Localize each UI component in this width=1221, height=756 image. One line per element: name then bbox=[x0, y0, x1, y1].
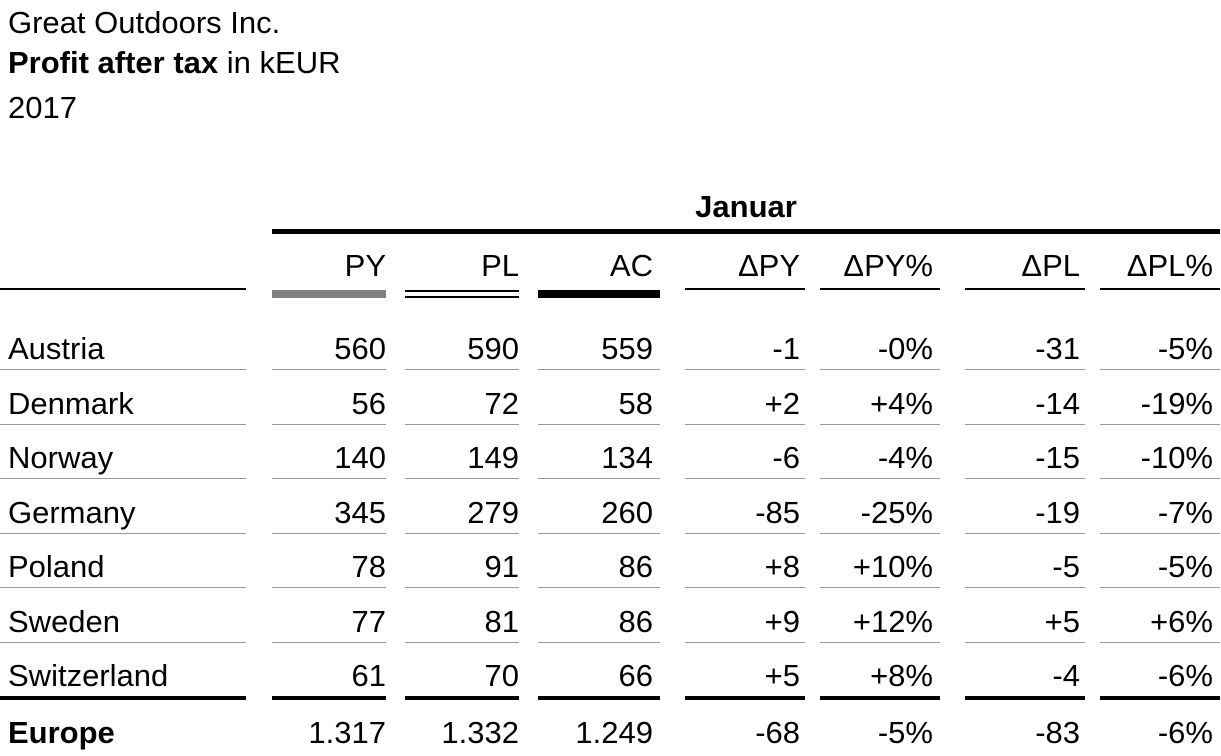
cell-dpy-pct: -4% bbox=[877, 440, 933, 475]
cell-pl: 81 bbox=[484, 603, 519, 639]
period-rule bbox=[272, 229, 1220, 234]
total-rule bbox=[965, 696, 1085, 700]
row-separator bbox=[820, 587, 940, 588]
row-separator bbox=[405, 642, 519, 643]
row-separator bbox=[0, 642, 246, 643]
cell-ac: 134 bbox=[601, 440, 653, 475]
row-separator bbox=[965, 533, 1085, 534]
ac-header-marker bbox=[538, 290, 660, 298]
total-rule bbox=[538, 696, 660, 700]
cell-ac: 260 bbox=[601, 494, 653, 530]
row-separator bbox=[538, 369, 660, 370]
cell-dpy: -1 bbox=[772, 331, 800, 366]
column-header-py: PY bbox=[344, 248, 386, 283]
row-separator bbox=[272, 369, 386, 370]
row-separator bbox=[820, 642, 940, 643]
cell-dpy-pct: -0% bbox=[877, 331, 933, 366]
total-cell-py: 1.317 bbox=[308, 715, 386, 750]
row-separator bbox=[685, 587, 805, 588]
row-separator bbox=[0, 587, 246, 588]
cell-pl: 91 bbox=[484, 549, 519, 584]
cell-dpl-pct: +6% bbox=[1150, 603, 1213, 639]
row-separator bbox=[685, 642, 805, 643]
column-header-dpl: ΔPL bbox=[1021, 248, 1080, 283]
py-header-marker bbox=[272, 290, 386, 298]
cell-dpy: +8 bbox=[764, 549, 800, 584]
measure-title bbox=[8, 45, 341, 81]
row-separator bbox=[685, 424, 805, 425]
row-label: Sweden bbox=[8, 603, 121, 639]
cell-dpy-pct: +8% bbox=[870, 658, 933, 693]
row-label: Austria bbox=[8, 331, 105, 366]
dpy-header-rule bbox=[685, 288, 805, 290]
cell-pl: 149 bbox=[467, 440, 519, 475]
total-rule bbox=[820, 696, 940, 700]
cell-pl: 72 bbox=[484, 385, 519, 421]
row-separator bbox=[405, 369, 519, 370]
cell-dpy: -6 bbox=[772, 440, 800, 475]
cell-dpy-pct: +4% bbox=[870, 385, 933, 421]
cell-dpy: +9 bbox=[764, 603, 800, 639]
row-separator bbox=[538, 587, 660, 588]
row-separator bbox=[1100, 369, 1220, 370]
row-label: Norway bbox=[8, 440, 114, 475]
row-separator bbox=[272, 478, 386, 479]
row-separator bbox=[1100, 642, 1220, 643]
row-label: Denmark bbox=[8, 385, 134, 421]
row-separator bbox=[820, 533, 940, 534]
pl-header-marker bbox=[405, 290, 519, 298]
row-separator bbox=[1100, 587, 1220, 588]
column-header-pl: PL bbox=[481, 248, 519, 283]
cell-dpl: -14 bbox=[1035, 385, 1080, 421]
cell-dpy-pct: +12% bbox=[852, 603, 933, 639]
total-rule bbox=[272, 696, 386, 700]
total-cell-dpy-pct: -5% bbox=[877, 715, 933, 750]
row-label: Switzerland bbox=[8, 658, 169, 693]
cell-dpl-pct: -5% bbox=[1157, 331, 1213, 366]
row-separator bbox=[0, 533, 246, 534]
cell-dpl-pct: -19% bbox=[1140, 385, 1213, 421]
row-separator bbox=[1100, 533, 1220, 534]
total-rule bbox=[1100, 696, 1220, 700]
label-header-rule bbox=[0, 288, 246, 290]
cell-py: 560 bbox=[334, 331, 386, 366]
cell-py: 61 bbox=[351, 658, 386, 693]
total-rule bbox=[405, 696, 519, 700]
dplp-header-rule bbox=[1100, 288, 1220, 290]
cell-dpl-pct: -7% bbox=[1157, 494, 1213, 530]
row-separator bbox=[965, 587, 1085, 588]
period-header: Januar bbox=[695, 189, 797, 224]
row-separator bbox=[272, 642, 386, 643]
total-rule bbox=[685, 696, 805, 700]
year-title: 2017 bbox=[8, 90, 77, 125]
row-separator bbox=[820, 369, 940, 370]
cell-pl: 70 bbox=[484, 658, 519, 693]
cell-dpl: -5 bbox=[1052, 549, 1080, 584]
row-separator bbox=[685, 533, 805, 534]
measure-unit: in kEUR bbox=[226, 45, 341, 80]
cell-ac: 559 bbox=[601, 331, 653, 366]
row-separator bbox=[405, 478, 519, 479]
company-title: Great Outdoors Inc. bbox=[8, 5, 281, 40]
row-separator bbox=[0, 424, 246, 425]
measure-name: Profit after tax bbox=[8, 45, 219, 80]
row-separator bbox=[1100, 478, 1220, 479]
cell-ac: 86 bbox=[618, 549, 653, 584]
row-separator bbox=[1100, 424, 1220, 425]
row-label: Germany bbox=[8, 494, 136, 530]
total-rule bbox=[0, 696, 246, 700]
cell-pl: 590 bbox=[467, 331, 519, 366]
cell-dpl-pct: -6% bbox=[1157, 658, 1213, 693]
row-separator bbox=[820, 478, 940, 479]
row-separator bbox=[538, 478, 660, 479]
row-separator bbox=[965, 478, 1085, 479]
total-cell-dpy: -68 bbox=[755, 715, 800, 750]
cell-ac: 58 bbox=[618, 385, 653, 421]
row-separator bbox=[272, 424, 386, 425]
row-separator bbox=[405, 533, 519, 534]
row-separator bbox=[272, 533, 386, 534]
cell-dpl: -19 bbox=[1035, 494, 1080, 530]
row-separator bbox=[820, 424, 940, 425]
dpyp-header-rule bbox=[820, 288, 940, 290]
row-separator bbox=[965, 642, 1085, 643]
cell-dpy: -85 bbox=[755, 494, 800, 530]
cell-ac: 86 bbox=[618, 603, 653, 639]
total-cell-dpl-pct: -6% bbox=[1157, 715, 1213, 750]
row-separator bbox=[538, 642, 660, 643]
cell-dpy: +5 bbox=[764, 658, 800, 693]
row-separator bbox=[538, 533, 660, 534]
cell-py: 77 bbox=[351, 603, 386, 639]
cell-py: 56 bbox=[351, 385, 386, 421]
total-label: Europe bbox=[8, 715, 115, 750]
row-separator bbox=[405, 587, 519, 588]
cell-py: 140 bbox=[334, 440, 386, 475]
cell-dpl-pct: -5% bbox=[1157, 549, 1213, 584]
row-separator bbox=[965, 424, 1085, 425]
total-cell-dpl: -83 bbox=[1035, 715, 1080, 750]
cell-ac: 66 bbox=[618, 658, 653, 693]
column-header-dpy: ΔPY bbox=[737, 248, 800, 283]
cell-dpl: +5 bbox=[1044, 603, 1080, 639]
row-separator bbox=[538, 424, 660, 425]
row-separator bbox=[272, 587, 386, 588]
total-cell-ac: 1.249 bbox=[575, 715, 653, 750]
row-separator bbox=[965, 369, 1085, 370]
cell-dpl: -31 bbox=[1035, 331, 1080, 366]
cell-dpy-pct: +10% bbox=[852, 549, 933, 584]
row-separator bbox=[0, 369, 246, 370]
row-separator bbox=[0, 478, 246, 479]
cell-py: 78 bbox=[351, 549, 386, 584]
cell-dpl: -4 bbox=[1052, 658, 1080, 693]
column-header-dpl-pct: ΔPL% bbox=[1126, 248, 1213, 283]
cell-pl: 279 bbox=[467, 494, 519, 530]
cell-dpl: -15 bbox=[1035, 440, 1080, 475]
row-separator bbox=[405, 424, 519, 425]
row-label: Poland bbox=[8, 549, 105, 584]
cell-dpy-pct: -25% bbox=[860, 494, 933, 530]
column-header-ac: AC bbox=[609, 248, 653, 283]
row-separator bbox=[685, 478, 805, 479]
cell-dpy: +2 bbox=[764, 385, 800, 421]
row-separator bbox=[685, 369, 805, 370]
cell-py: 345 bbox=[334, 494, 386, 530]
dpl-header-rule bbox=[965, 288, 1085, 290]
column-header-dpy-pct: ΔPY% bbox=[843, 248, 933, 283]
total-cell-pl: 1.332 bbox=[441, 715, 519, 750]
cell-dpl-pct: -10% bbox=[1140, 440, 1213, 475]
